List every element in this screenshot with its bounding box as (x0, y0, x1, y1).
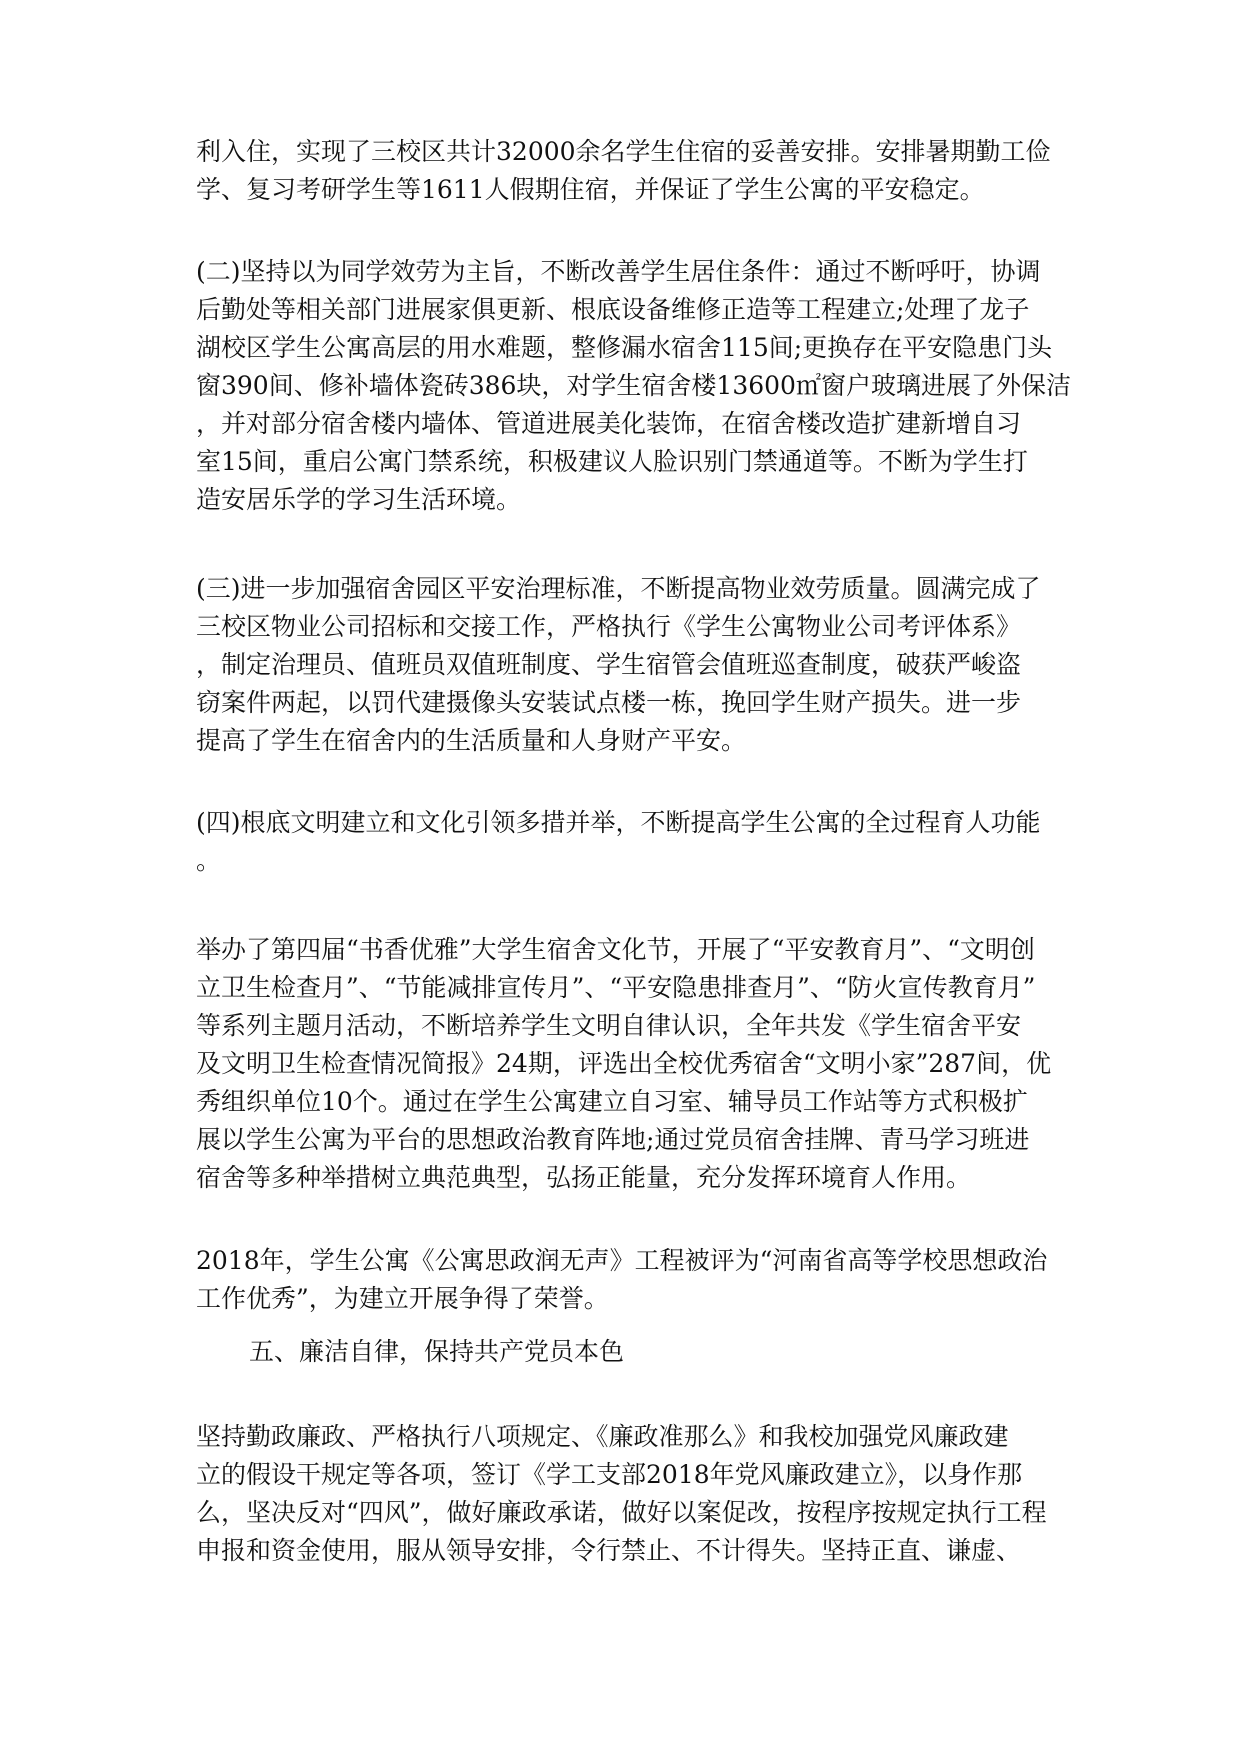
text-line: 。 (196, 846, 222, 875)
text-line: 举办了第四届“书香优雅”大学生宿舍文化节，开展了“平安教育月”、“文明创 (196, 935, 1035, 964)
text-line: 宿舍等多种举措树立典范典型，弘扬正能量，充分发挥环境育人作用。 (196, 1163, 972, 1192)
text-line: 立的假设干规定等各项，签订《学工支部2018年党风廉政建立》，以身作那 (196, 1460, 1023, 1489)
text-line: 等系列主题月活动，不断培养学生文明自律认识，全年共发《学生宿舍平安 (196, 1011, 1022, 1040)
text-line: 后勤处等相关部门进展家俱更新、根底设备维修正造等工程建立;处理了龙子 (196, 295, 1030, 324)
section-heading: 五、廉洁自律，保持共产党员本色 (249, 1337, 625, 1366)
text-line: 坚持勤政廉政、严格执行八项规定、《廉政准那么》和我校加强党风廉政建 (196, 1422, 1009, 1451)
text-line: 及文明卫生检查情况简报》24期，评选出全校优秀宿舍“文明小家”287间，优 (196, 1049, 1052, 1078)
text-line: 学、复习考研学生等1611人假期住宿，并保证了学生公寓的平安稳定。 (196, 175, 985, 204)
text-line: 窃案件两起，以罚代建摄像头安装试点楼一栋，挽回学生财产损失。进一步 (196, 688, 1022, 717)
text-line: 窗390间、修补墙体瓷砖386块，对学生宿舍楼13600㎡窗户玻璃进展了外保洁 (196, 371, 1071, 400)
text-line: 工作优秀”，为建立开展争得了荣誉。 (196, 1284, 609, 1313)
text-line: ，并对部分宿舍楼内墙体、管道进展美化装饰，在宿舍楼改造扩建新增自习 (196, 409, 1022, 438)
text-line: 展以学生公寓为平台的思想政治教育阵地;通过党员宿舍挂牌、青马学习班进 (196, 1125, 1030, 1154)
text-line: (二)坚持以为同学效劳为主旨，不断改善学生居住条件：通过不断呼吁，协调 (196, 257, 1041, 286)
text-line: 利入住，实现了三校区共计32000余名学生住宿的妥善安排。安排暑期勤工俭 (196, 137, 1051, 166)
text-line: 申报和资金使用，服从领导安排，令行禁止、不计得失。坚持正直、谦虚、 (196, 1536, 1022, 1565)
text-line: 室15间，重启公寓门禁系统，积极建议人脸识别门禁通道等。不断为学生打 (196, 447, 1028, 476)
text-line: (四)根底文明建立和文化引领多措并举，不断提高学生公寓的全过程育人功能 (196, 808, 1041, 837)
text-line: (三)进一步加强宿舍园区平安治理标准，不断提高物业效劳质量。圆满完成了 (196, 574, 1041, 603)
text-line: 造安居乐学的学习生活环境。 (196, 485, 522, 514)
text-line: 么，坚决反对“四风”，做好廉政承诺，做好以案促改，按程序按规定执行工程 (196, 1498, 1047, 1527)
text-line: 提高了学生在宿舍内的生活质量和人身财产平安。 (196, 726, 747, 755)
text-line: 湖校区学生公寓高层的用水难题，整修漏水宿舍115间;更换存在平安隐患门头 (196, 333, 1053, 362)
text-line: 秀组织单位10个。通过在学生公寓建立自习室、辅导员工作站等方式积极扩 (196, 1087, 1028, 1116)
text-line: 三校区物业公司招标和交接工作，严格执行《学生公寓物业公司考评体系》 (196, 612, 1022, 641)
text-line: 立卫生检查月”、“节能减排宣传月”、“平安隐患排查月”、“防火宣传教育月” (196, 973, 1036, 1002)
text-line: 2018年，学生公寓《公寓思政润无声》工程被评为“河南省高等学校思想政治 (196, 1246, 1048, 1275)
text-line: ，制定治理员、值班员双值班制度、学生宿管会值班巡查制度，破获严峻盗 (196, 650, 1022, 679)
